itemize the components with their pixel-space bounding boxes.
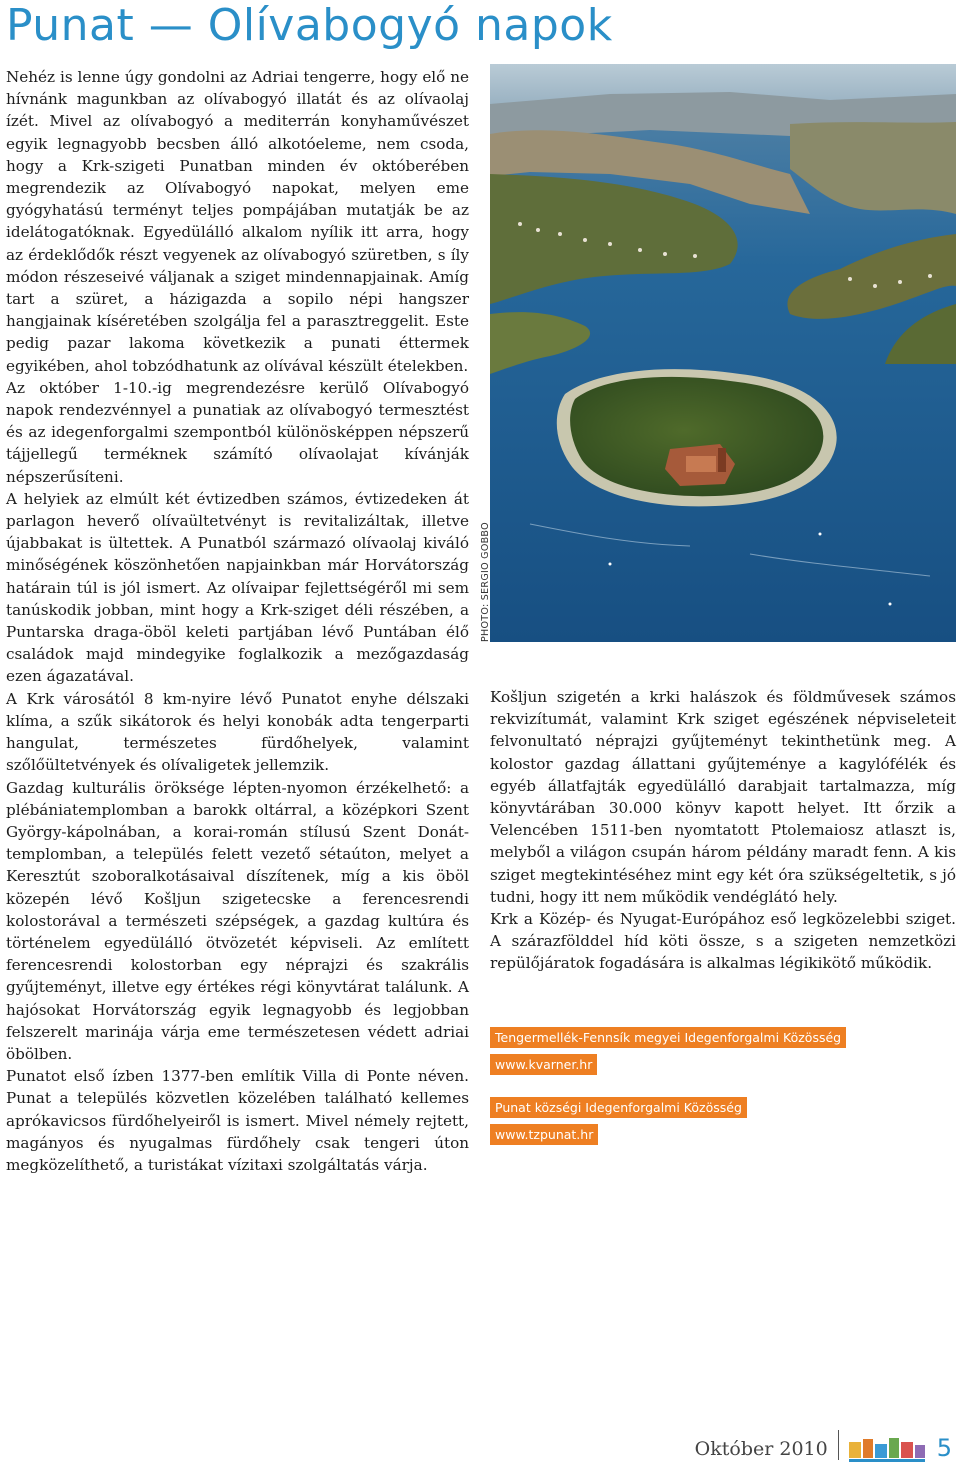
article-title: Punat — Olívabogyó napok bbox=[6, 0, 613, 51]
org-label-punat: Punat községi Idegenforgalmi Közösség bbox=[490, 1097, 747, 1118]
org-label-kvarner: Tengermellék-Fennsík megyei Idegenforgalmi Közösség bbox=[490, 1027, 846, 1048]
right-column bbox=[490, 686, 956, 975]
footer-divider bbox=[838, 1430, 839, 1460]
paragraph-climate: A Krk városától 8 km-nyire lévő Punatot enyhe délszaki klíma, a szűk sikátorok és helyi konobák adta tengerparti hangulat, természetes fürdőhelyek, valamint szőlőültetvények és olívaligetek jellemzik. bbox=[6, 689, 469, 775]
paragraph-kosljun: Košljun szigetén a krki halászok és földművesek számos rekvizítumát, valamint Krk sziget egészének népviseleteit felvonultató néprajzi gyűjteményt tekinthetünk meg. A kolostor gazdag állattani gyűjteménye a kagylófélék és egyéb állatfajták egyedülálló darabjait tartalmazza, míg könyvtárában 30.000 könyv kapott helyet. Itt őrzik a Velencében 1511-ben nyomtatott Ptolemaiosz atlaszt is, melyből a világon csupán három példány maradt fenn. A kis sziget megtekintéséhez mint egy két óra szükségeltetik, s jó tudni, hogy itt nem működik vendéglátó hely. bbox=[490, 688, 956, 906]
tourist-info-boxes bbox=[490, 1027, 846, 1151]
left-column bbox=[6, 66, 469, 1176]
magazine-logo-icon bbox=[849, 1436, 927, 1464]
page-number: 5 bbox=[936, 1434, 952, 1462]
link-punat[interactable]: www.tzpunat.hr bbox=[490, 1124, 598, 1145]
photo-credit-text: PHOTO: SERGIO GOBBO bbox=[480, 522, 491, 642]
paragraph-dates: Az október 1-10.-ig megrendezésre kerülő Olívabogyó napok rendezvénnyel a punatiak az olívabogyó termesztést és az idegenforgalmi szempontból különösképpen népszerű tájjellegű terméknek számító olívaolajat kívánják népszerűsíteni. bbox=[6, 378, 469, 486]
paragraph-intro: Nehéz is lenne úgy gondolni az Adriai tengerre, hogy elő ne hívnánk magunkban az olívabogyó illatát és az olívaolaj ízét. Mivel az olívabogyó a mediterrán konyhaművészet egyik legnagyobb becsben álló alkotóeleme, nem csoda, hogy a Krk-szigeti Punatban minden év októberében megrendezik az Olívabogyó napokat, melyen eme gyógyhatású terményt teljes pompájában mutatják be az idelátogatóknak. Egyedülálló alkalom nyílik itt arra, hogy az érdeklődők részt vegyenek az olívabogyó szüretben, s íly módon részeseivé váljanak a sziget mindennapjainak. Amíg tart a szüret, a házigazda a sopilo népi hangszer hangjainak kíséretében szolgálja fel a parasztreggelit. Este pedig pazar lakoma következik a punati éttermek egyikében, ahol tobzódhatunk az olívával készült ételekben. bbox=[6, 68, 469, 375]
aerial-photo-kosljun-island bbox=[490, 64, 956, 642]
paragraph-krk: Krk a Közép- és Nyugat-Európához eső legközelebbi sziget. A szárazfölddel híd köti össze, s a szigeten nemzetközi repülőjáratok fogadására is alkalmas légikikötő működik. bbox=[490, 910, 956, 973]
issue-month: Október 2010 bbox=[694, 1438, 828, 1460]
paragraph-history: Punatot első ízben 1377-ben említik Villa di Ponte néven. Punat a település közvetlen közelében található kellemes aprókavicsos fürdőhelyeiről is ismert. Mivel némely rejtett, magányos és nyugalmas fürdőhely csak tengeri úton megközelíthető, a turistákat vízitaxi szolgáltatás várja. bbox=[6, 1067, 469, 1174]
link-kvarner[interactable]: www.kvarner.hr bbox=[490, 1054, 597, 1075]
paragraph-plantations: A helyiek az elmúlt két évtizedben számos, évtizedeken át parlagon heverő olívaültetvényt is revitalizáltak, illetve újabbakat is ültettek. A Punatból származó olívaolaj kiváló minőségének köszönhetően napjainkban már Horvátország határain túl is jól ismert. Az olívaipar fejlettségéről mi sem tanúskodik jobban, mint hogy a Krk-sziget déli részében, a Puntarska draga-öböl keleti partjában lévő Puntában élő családok majd mindegyike foglalkozik a mezőgazdaság ezen ágazatával. bbox=[6, 489, 469, 686]
paragraph-heritage: Gazdag kulturális öröksége lépten-nyomon érzékelhető: a plébániatemplomban a barokk oltárral, a középkori Szent György-kápolnában, a korai-román stílusú Szent Donát-templomban, a település felett vezető sétaúton, melyet a Keresztút szoboralkotásaival díszítenek, míg a kis öböl közepén lévő Košljun szigetecske a ferencesrendi kolostorával a természeti szépségek, a gazdag kultúra és történelem egyedülálló ötvözetét képviseli. Az említett ferencesrendi kolostorban egy néprajzi és szakrális gyűjteményt, illetve egy értékes régi könyvtárat találunk. A hajósokat Horvátország egyik legnagyobb és legjobban felszerelt marinája várja eme természetesen védett adriai öbölben. bbox=[6, 778, 469, 1063]
page-footer bbox=[695, 1424, 952, 1464]
